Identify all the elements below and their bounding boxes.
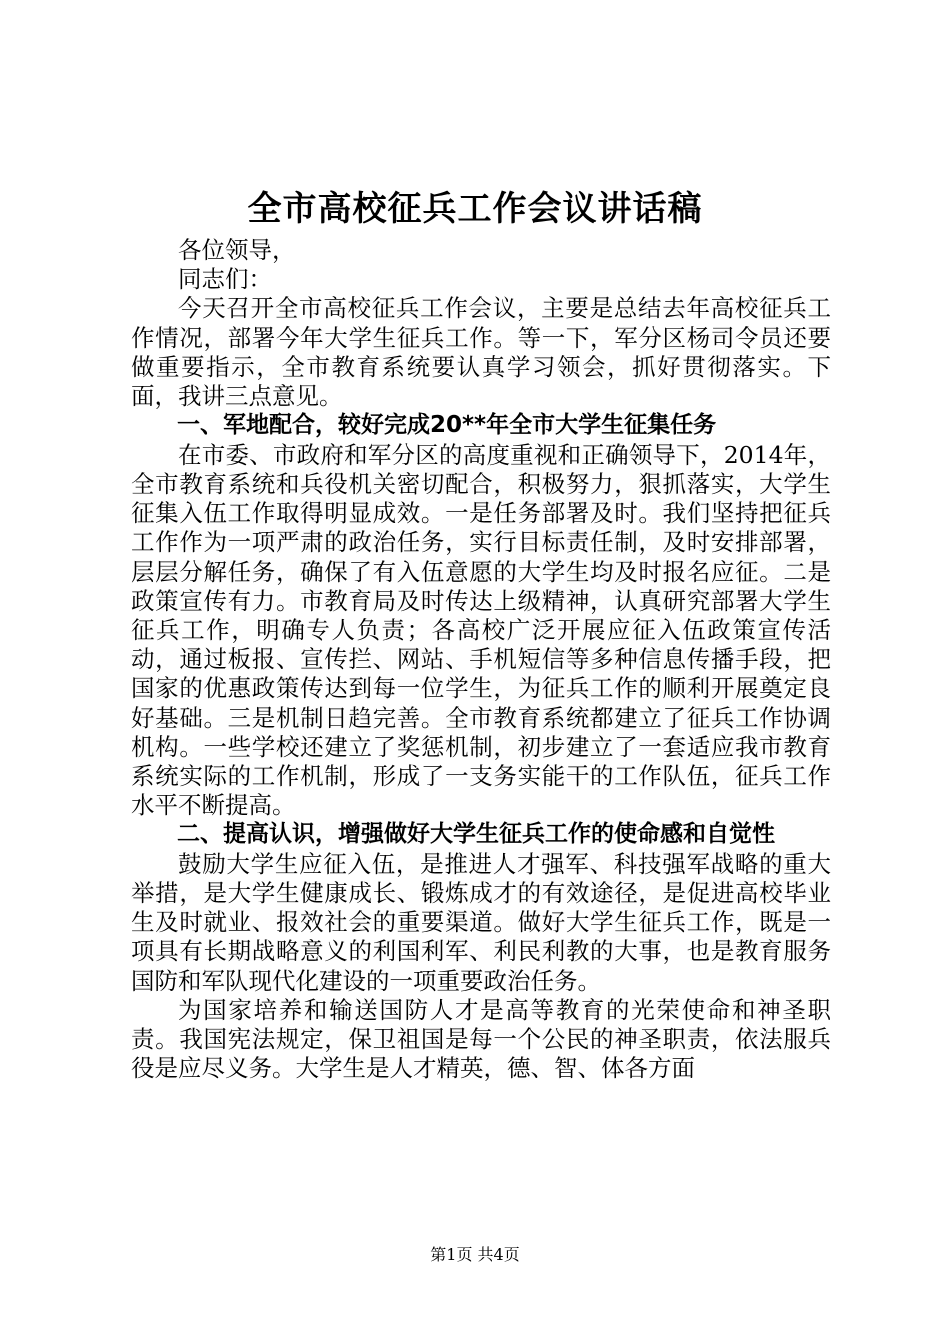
salutation-comrades: 同志们： (178, 265, 272, 294)
page-footer: 第1页 共4页 (430, 1245, 520, 1264)
section-2-paragraph-2: 为国家培养和输送国防人才是高等教育的光荣使命和神圣职责。我国宪法规定，保卫祖国是每一个公民的神圣职责，依法服兵役是应尽义务。大学生是人才精英，德、智、体各方面 (131, 995, 831, 1083)
salutation-leaders: 各位领导， (178, 236, 296, 264)
intro-paragraph: 今天召开全市高校征兵工作会议，主要是总结去年高校征兵工作情况，部署今年大学生征兵工作。等一下，军分区杨司令员还要做重要指示，全市教育系统要认真学习领会，抓好贯彻落实。下面，我讲三点意见。 (131, 294, 831, 411)
document-title: 全市高校征兵工作会议讲话稿 (247, 189, 703, 229)
section-heading-1: 一、军地配合，较好完成20**年全市大学生征集任务 (177, 412, 717, 439)
section-heading-2: 二、提高认识，增强做好大学生征兵工作的使命感和自觉性 (177, 821, 775, 848)
document-body (131, 236, 831, 1083)
section-2-paragraph-1: 鼓励大学生应征入伍，是推进人才强军、科技强军战略的重大举措，是大学生健康成长、锻炼成才的有效途径，是促进高校毕业生及时就业、报效社会的重要渠道。做好大学生征兵工作，既是一项具有长期战略意义的利国利军、利民利教的大事，也是教育服务国防和军队现代化建设的一项重要政治任务。 (131, 849, 831, 995)
section-1-paragraph: 在市委、市政府和军分区的高度重视和正确领导下，2014年，全市教育系统和兵役机关密切配合，积极努力，狠抓落实，大学生征集入伍工作取得明显成效。一是任务部署及时。我们坚持把征兵工作作为一项严肃的政治任务，实行目标责任制，及时安排部署，层层分解任务，确保了有入伍意愿的大学生均及时报名应征。二是政策宣传有力。市教育局及时传达上级精神，认真研究部署大学生征兵工作，明确专人负责；各高校广泛开展应征入伍政策宣传活动，通过板报、宣传拦、网站、手机短信等多种信息传播手段，把国家的优惠政策传达到每一位学生，为征兵工作的顺利开展奠定良好基础。三是机制日趋完善。全市教育系统都建立了征兵工作协调机构。一些学校还建立了奖惩机制，初步建立了一套适应我市教育系统实际的工作机制，形成了一支务实能干的工作队伍，征兵工作水平不断提高。 (131, 440, 831, 820)
